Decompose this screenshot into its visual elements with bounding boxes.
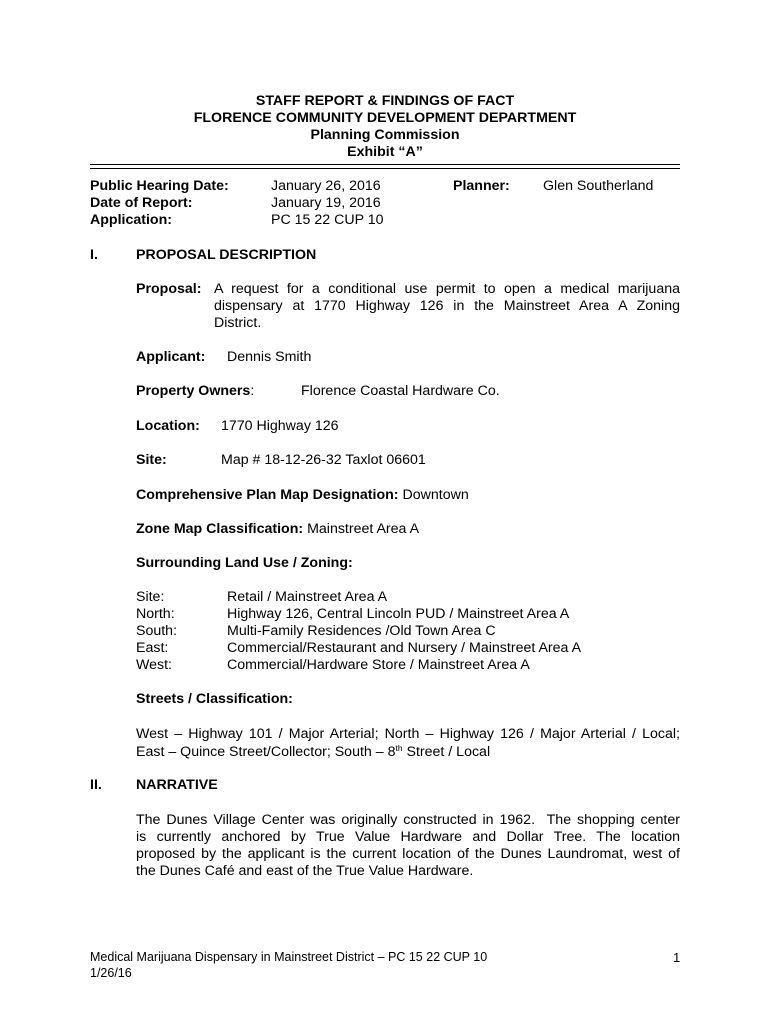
applicant-label: Applicant: xyxy=(136,349,206,365)
section-title-proposal: PROPOSAL DESCRIPTION xyxy=(136,247,317,263)
surrounding-dir: West: xyxy=(136,657,173,673)
planner-value: Glen Southerland xyxy=(543,178,654,194)
site-value: Map # 18-12-26-32 Taxlot 06601 xyxy=(221,452,426,468)
hearing-date-value: January 26, 2016 xyxy=(271,178,381,194)
surrounding-use: Multi-Family Residences /Old Town Area C xyxy=(227,623,496,639)
streets-label: Streets / Classification: xyxy=(136,691,293,707)
comp-plan-row xyxy=(136,487,469,503)
proposal-line-1: A request for a conditional use permit to open a medical marijuana xyxy=(214,281,680,297)
narrative-line-3: proposed by the applicant is the current location of the Dunes Laundromat, west of xyxy=(136,846,680,862)
proposal-line-2: dispensary at 1770 Highway 126 in the Mainstreet Area A Zoning xyxy=(214,298,680,314)
surrounding-use: Highway 126, Central Lincoln PUD / Mainstreet Area A xyxy=(227,606,570,622)
site-label: Site: xyxy=(136,452,167,468)
surrounding-use: Commercial/Restaurant and Nursery / Mainstreet Area A xyxy=(227,640,582,656)
report-title: STAFF REPORT & FINDINGS OF FACT xyxy=(255,93,515,109)
streets-line-2-end: Street / Local xyxy=(402,744,491,760)
zone-row xyxy=(136,521,419,537)
commission-name: Planning Commission xyxy=(310,127,460,143)
narrative-line-2: is currently anchored by True Value Hardware and Dollar Tree. The location xyxy=(136,829,680,845)
owners-label: Property Owners xyxy=(136,383,251,399)
location-label: Location: xyxy=(136,418,200,434)
surrounding-dir: East: xyxy=(136,640,169,656)
header-divider-thin xyxy=(90,168,680,169)
owners-label-group xyxy=(136,383,254,399)
zone-value: Mainstreet Area A xyxy=(307,521,420,537)
location-value: 1770 Highway 126 xyxy=(221,418,339,434)
surrounding-dir: North: xyxy=(136,606,175,622)
zone-label: Zone Map Classification: xyxy=(136,521,304,537)
comp-plan-label: Comprehensive Plan Map Designation: xyxy=(136,487,399,503)
surrounding-dir: Site: xyxy=(136,589,165,605)
streets-line-2 xyxy=(136,743,490,760)
exhibit-label: Exhibit “A” xyxy=(347,144,423,160)
hearing-date-label: Public Hearing Date: xyxy=(90,178,229,194)
ordinal-suffix: th xyxy=(395,743,403,753)
header-divider xyxy=(90,164,680,165)
section-title-narrative: NARRATIVE xyxy=(136,777,218,793)
application-label: Application: xyxy=(90,212,172,228)
narrative-line-4: the Dunes Café and east of the True Value Hardware. xyxy=(136,863,474,879)
narrative-line-1: The Dunes Village Center was originally constructed in 1962. The shopping center xyxy=(136,812,680,828)
surrounding-label: Surrounding Land Use / Zoning: xyxy=(136,555,353,571)
surrounding-dir: South: xyxy=(136,623,178,639)
owners-colon: : xyxy=(250,383,255,399)
report-date-label: Date of Report: xyxy=(90,195,193,211)
section-numeral-2: II. xyxy=(90,777,102,793)
report-date-value: January 19, 2016 xyxy=(271,195,381,211)
streets-line-1: West – Highway 101 / Major Arterial; North – Highway 126 / Major Arterial / Local; xyxy=(136,726,680,742)
department-name: FLORENCE COMMUNITY DEVELOPMENT DEPARTMENT xyxy=(193,110,577,126)
footer-date: 1/26/16 xyxy=(90,966,132,980)
surrounding-use: Retail / Mainstreet Area A xyxy=(227,589,388,605)
owners-value: Florence Coastal Hardware Co. xyxy=(301,383,500,399)
section-numeral-1: I. xyxy=(90,247,98,263)
planner-label: Planner: xyxy=(453,178,510,194)
surrounding-use: Commercial/Hardware Store / Mainstreet Area A xyxy=(227,657,530,673)
streets-line-2-start: East – Quince Street/Collector; South – 8 xyxy=(136,744,396,760)
footer-title: Medical Marijuana Dispensary in Mainstreet District – PC 15 22 CUP 10 xyxy=(90,950,488,964)
proposal-line-3: District. xyxy=(214,315,262,331)
proposal-label: Proposal: xyxy=(136,281,202,297)
page-number: 1 xyxy=(673,950,681,965)
application-value: PC 15 22 CUP 10 xyxy=(271,212,384,228)
comp-plan-value: Downtown xyxy=(402,487,469,503)
applicant-value: Dennis Smith xyxy=(227,349,312,365)
